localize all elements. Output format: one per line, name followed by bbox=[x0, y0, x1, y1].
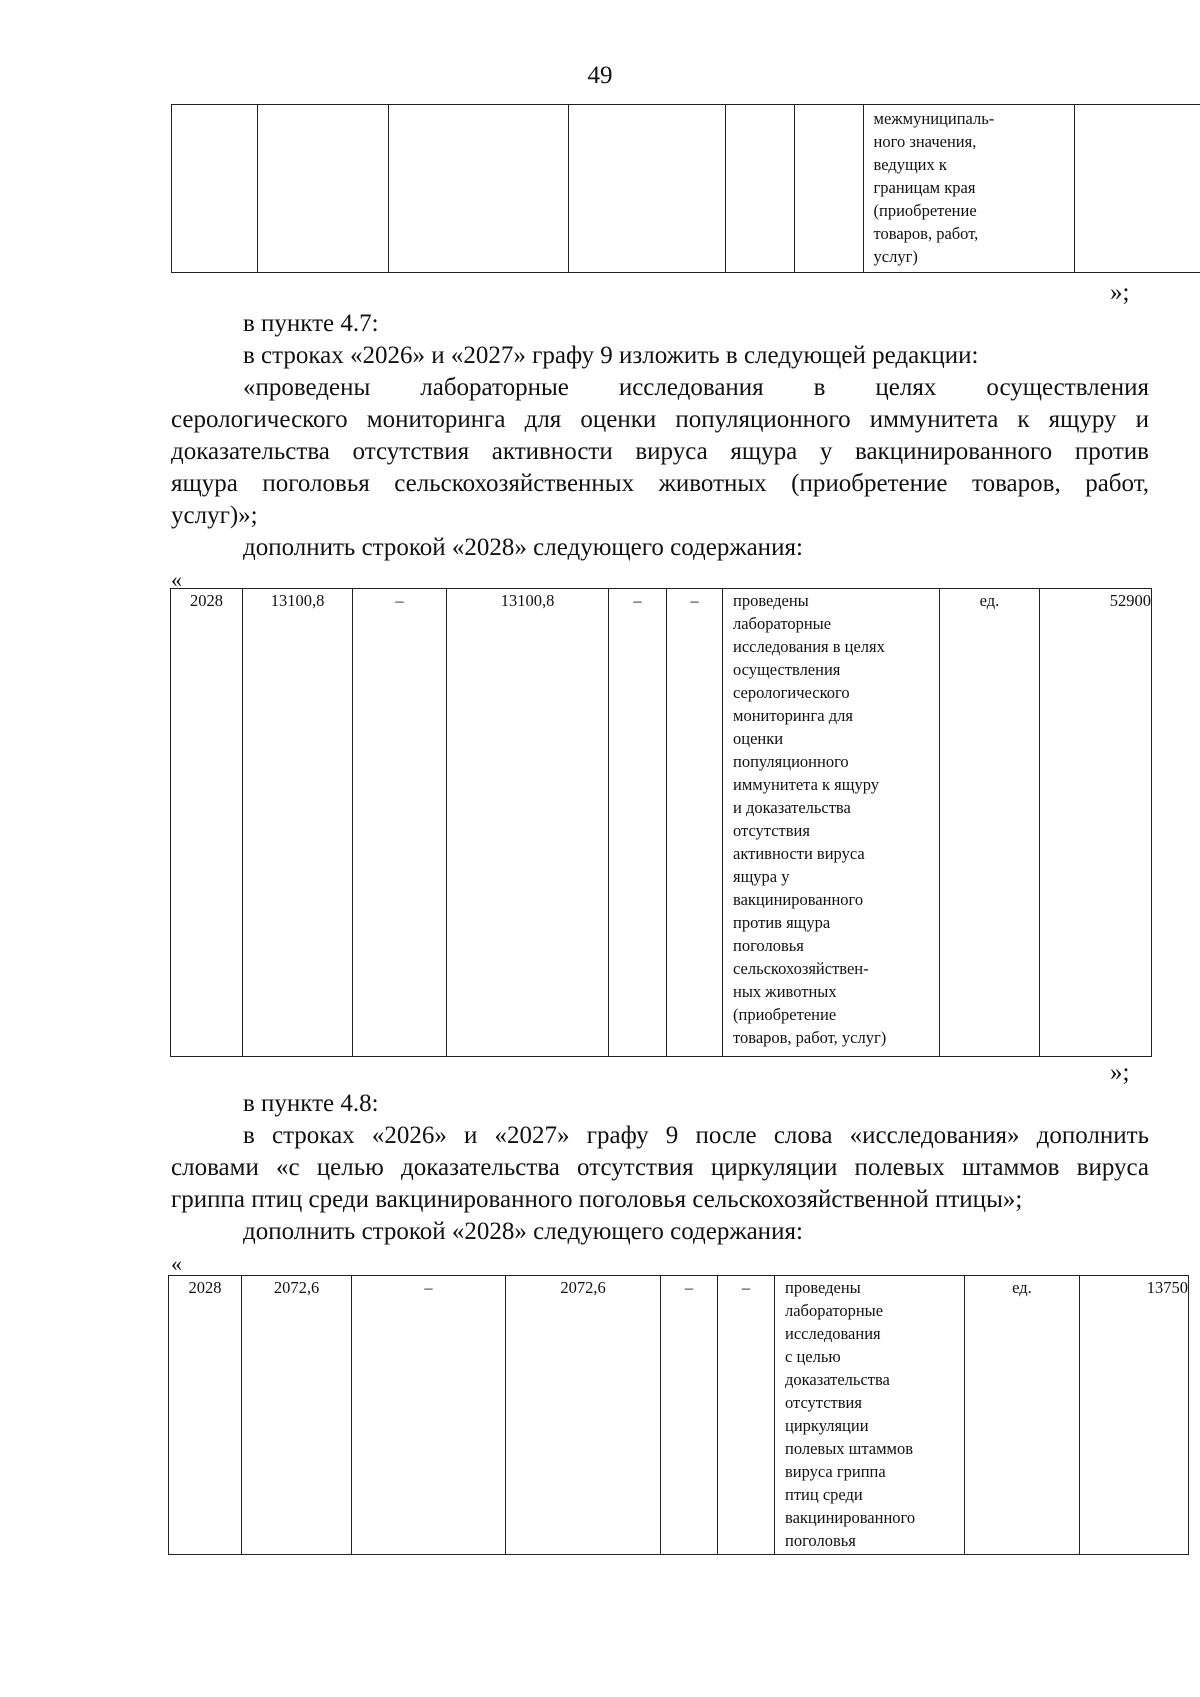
cell-line: ных животных bbox=[733, 982, 837, 1001]
cell-empty bbox=[726, 105, 795, 273]
cell-line: поголовья bbox=[733, 936, 804, 955]
section-instruction: в строках «2026» и «2027» графу 9 изложить в следующей редакции: bbox=[243, 342, 979, 369]
cell-empty bbox=[1074, 105, 1200, 273]
cell-value: 52900 bbox=[1040, 589, 1152, 1057]
cell-line: отсутствия bbox=[733, 821, 810, 840]
table-row bbox=[171, 589, 1152, 1057]
cell-line: поголовья bbox=[785, 1531, 856, 1550]
table-continuation bbox=[171, 104, 1200, 273]
cell-line: с целью bbox=[785, 1347, 841, 1366]
table-row-2028-avian-flu bbox=[168, 1275, 1189, 1555]
cell-line: осуществления bbox=[733, 660, 841, 679]
cell-line: ведущих к bbox=[873, 155, 947, 174]
cell-line: популяционного bbox=[733, 752, 849, 771]
cell-line: (приобретение bbox=[733, 1005, 837, 1024]
cell-line: иммунитета к ящуру bbox=[733, 775, 879, 794]
cell-line: ящура у bbox=[733, 867, 790, 886]
cell-column-9 bbox=[775, 1276, 965, 1555]
instruction-line: словами «с целью доказательства отсутствия циркуляции полевых штаммов вируса bbox=[171, 1154, 1149, 1181]
cell-line: циркуляции bbox=[785, 1416, 869, 1435]
cell-column-9 bbox=[723, 589, 940, 1057]
cell-line: птиц среди bbox=[785, 1485, 863, 1504]
cell-col6: – bbox=[667, 589, 723, 1057]
cell-year: 2028 bbox=[171, 589, 243, 1057]
instruction-line: в строках «2026» и «2027» графу 9 после слова «исследования» дополнить bbox=[243, 1122, 1149, 1149]
cell-line: против ящура bbox=[733, 913, 831, 932]
cell-empty bbox=[568, 105, 726, 273]
cell-col3: – bbox=[352, 1276, 506, 1555]
cell-line: полевых штаммов bbox=[785, 1439, 914, 1458]
quote-line: доказательства отсутствия активности вируса ящура у вакцинированного против bbox=[171, 438, 1149, 465]
cell-line: межмуниципаль- bbox=[873, 109, 995, 128]
cell-column-9 bbox=[863, 105, 1074, 273]
add-row-instruction: дополнить строкой «2028» следующего содержания: bbox=[243, 1218, 803, 1245]
cell-line: доказательства bbox=[785, 1370, 890, 1389]
table-row-2028-fmd bbox=[170, 588, 1152, 1057]
cell-line: оценки bbox=[733, 729, 784, 748]
cell-line: вируса гриппа bbox=[785, 1462, 886, 1481]
opening-quote: « bbox=[171, 1251, 182, 1276]
closing-quote: »; bbox=[1110, 279, 1130, 306]
cell-line: товаров, работ, услуг) bbox=[733, 1028, 887, 1047]
cell-line: проведены bbox=[733, 591, 809, 610]
section-heading-4-7: в пункте 4.7: bbox=[243, 310, 379, 337]
cell-line: лабораторные bbox=[785, 1301, 884, 1320]
closing-quote: »; bbox=[1110, 1059, 1130, 1086]
table-row bbox=[169, 1276, 1189, 1555]
cell-col5: – bbox=[609, 589, 667, 1057]
cell-empty bbox=[172, 105, 258, 273]
cell-year: 2028 bbox=[169, 1276, 242, 1555]
cell-empty bbox=[389, 105, 568, 273]
cell-line: исследования в целях bbox=[733, 637, 885, 656]
cell-line: вакцинированного bbox=[785, 1508, 916, 1527]
cell-col6: – bbox=[718, 1276, 775, 1555]
cell-line: активности вируса bbox=[733, 844, 865, 863]
cell-unit: ед. bbox=[940, 589, 1040, 1057]
instruction-line-last: гриппа птиц среди вакцинированного поголовья сельскохозяйственной птицы»; bbox=[171, 1186, 1023, 1213]
cell-line: границам края bbox=[873, 178, 976, 197]
cell-line: проведены bbox=[785, 1278, 861, 1297]
cell-line: услуг) bbox=[873, 247, 918, 266]
cell-line: сельскохозяйствен- bbox=[733, 959, 869, 978]
cell-total: 2072,6 bbox=[242, 1276, 352, 1555]
cell-line: лабораторные bbox=[733, 614, 832, 633]
cell-line: (приобретение bbox=[873, 201, 977, 220]
cell-col4: 2072,6 bbox=[506, 1276, 661, 1555]
cell-line: вакцинированного bbox=[733, 890, 864, 909]
opening-quote: « bbox=[171, 567, 182, 592]
cell-line: ного значения, bbox=[873, 132, 977, 151]
cell-col5: – bbox=[661, 1276, 718, 1555]
quote-line: «проведены лабораторные исследования в целях осуществления bbox=[243, 374, 1149, 401]
cell-empty bbox=[795, 105, 863, 273]
cell-line: серологического bbox=[733, 683, 850, 702]
cell-empty bbox=[257, 105, 388, 273]
quote-line-last: услуг)»; bbox=[171, 502, 258, 529]
cell-unit: ед. bbox=[965, 1276, 1080, 1555]
cell-line: и доказательства bbox=[733, 798, 851, 817]
quote-line: ящура поголовья сельскохозяйственных животных (приобретение товаров, работ, bbox=[171, 470, 1149, 497]
cell-line: отсутствия bbox=[785, 1393, 862, 1412]
cell-col4: 13100,8 bbox=[447, 589, 609, 1057]
cell-line: мониторинга для bbox=[733, 706, 853, 725]
cell-line: исследования bbox=[785, 1324, 881, 1343]
quote-line: серологического мониторинга для оценки популяционного иммунитета к ящуру и bbox=[171, 406, 1149, 433]
cell-line: товаров, работ, bbox=[873, 224, 979, 243]
cell-total: 13100,8 bbox=[243, 589, 353, 1057]
add-row-instruction: дополнить строкой «2028» следующего содержания: bbox=[243, 534, 803, 561]
cell-col3: – bbox=[353, 589, 447, 1057]
cell-value: 13750 bbox=[1080, 1276, 1189, 1555]
section-heading-4-8: в пункте 4.8: bbox=[243, 1090, 379, 1117]
page-number: 49 bbox=[587, 62, 613, 89]
table-row bbox=[172, 105, 1200, 273]
